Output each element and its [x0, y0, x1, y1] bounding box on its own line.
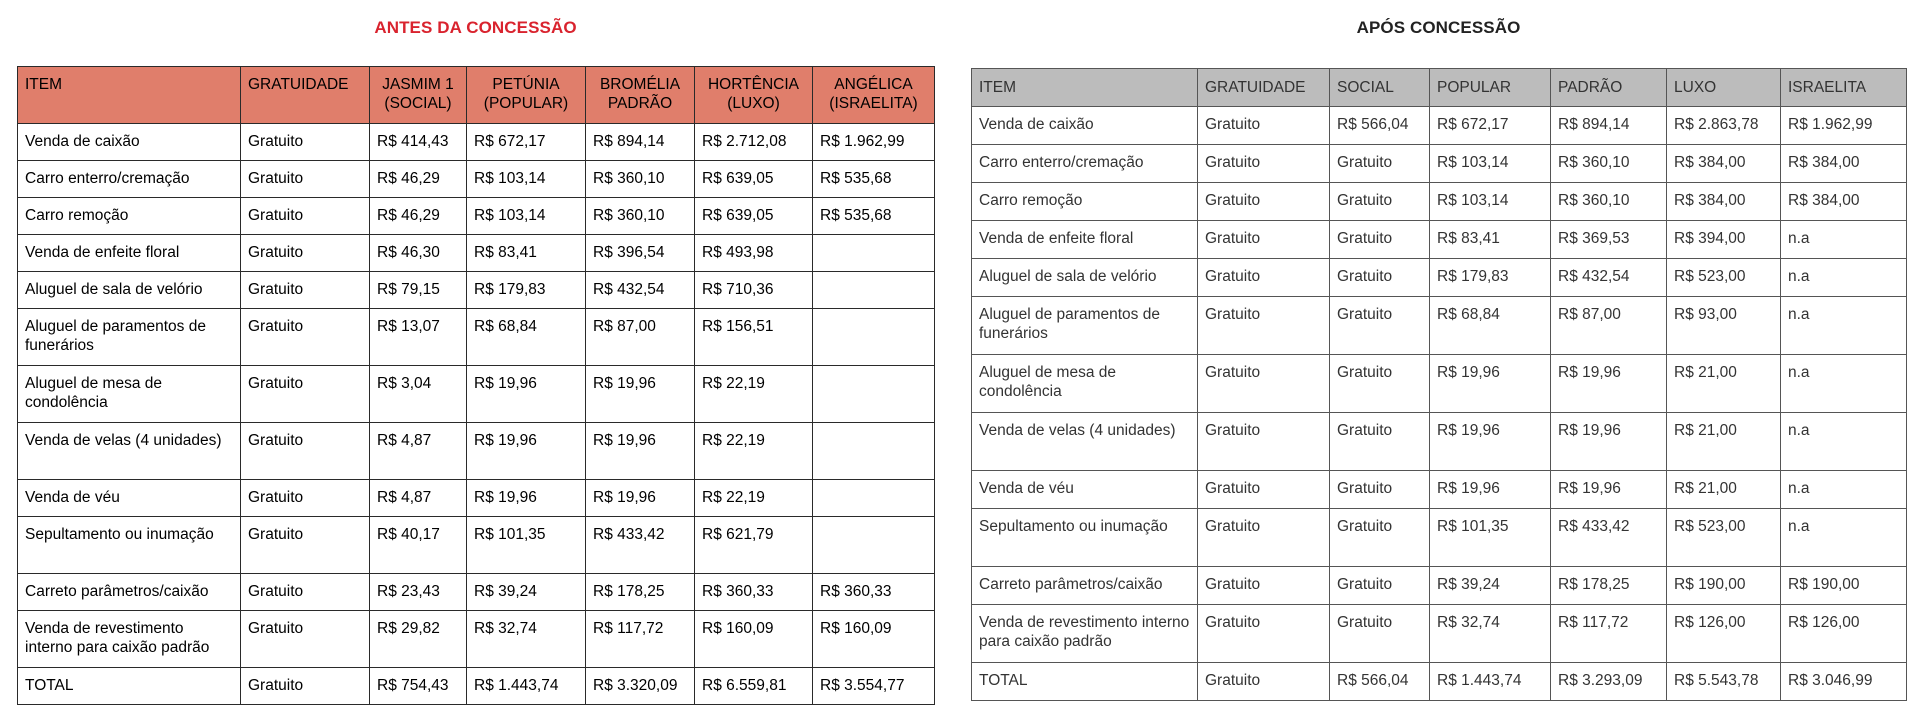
after-table-row	[972, 663, 1907, 701]
after-value-cell: n.a	[1781, 221, 1907, 259]
after-value-cell: R$ 566,04	[1330, 663, 1430, 701]
before-table-row	[18, 235, 935, 272]
after-value-cell: Gratuito	[1330, 471, 1430, 509]
before-value-cell: R$ 1.443,74	[467, 668, 586, 705]
before-value-cell: Gratuito	[241, 668, 370, 705]
after-value-cell: R$ 21,00	[1667, 413, 1781, 471]
after-value-cell: R$ 103,14	[1430, 145, 1551, 183]
after-table-row	[972, 413, 1907, 471]
before-value-cell	[813, 235, 935, 272]
before-value-cell: R$ 639,05	[695, 198, 813, 235]
after-value-cell: Gratuito	[1198, 509, 1330, 567]
before-value-cell: R$ 19,96	[586, 423, 695, 480]
before-value-cell: R$ 621,79	[695, 517, 813, 574]
before-item-cell: Venda de caixão	[18, 124, 241, 161]
after-value-cell: n.a	[1781, 259, 1907, 297]
before-value-cell: R$ 101,35	[467, 517, 586, 574]
after-value-cell: R$ 432,54	[1551, 259, 1667, 297]
before-value-cell: R$ 117,72	[586, 611, 695, 668]
after-value-cell: R$ 19,96	[1551, 413, 1667, 471]
before-value-cell: R$ 4,87	[370, 480, 467, 517]
before-item-cell: Venda de revestimento interno para caixão padrão	[18, 611, 241, 668]
before-column-header-line: (SOCIAL)	[384, 95, 452, 112]
before-column-header-line: (ISRAELITA)	[829, 95, 918, 112]
after-value-cell: R$ 19,96	[1551, 355, 1667, 413]
after-value-cell: R$ 2.863,78	[1667, 107, 1781, 145]
after-item-cell: Aluguel de paramentos de funerários	[972, 297, 1198, 355]
before-item-cell: TOTAL	[18, 668, 241, 705]
after-value-cell: R$ 360,10	[1551, 145, 1667, 183]
before-value-cell: R$ 32,74	[467, 611, 586, 668]
after-value-cell: R$ 894,14	[1551, 107, 1667, 145]
after-item-cell: Sepultamento ou inumação	[972, 509, 1198, 567]
before-value-cell: R$ 46,29	[370, 161, 467, 198]
after-value-cell: R$ 384,00	[1667, 183, 1781, 221]
after-column-header-line: GRATUIDADE	[1205, 79, 1306, 96]
before-value-cell: R$ 19,96	[467, 423, 586, 480]
after-value-cell: Gratuito	[1198, 107, 1330, 145]
after-value-cell: Gratuito	[1198, 471, 1330, 509]
after-value-cell: R$ 21,00	[1667, 355, 1781, 413]
before-value-cell: Gratuito	[241, 198, 370, 235]
after-column-header	[1551, 69, 1667, 107]
before-value-cell: R$ 68,84	[467, 309, 586, 366]
before-column-header-line: HORTÊNCIA	[707, 76, 799, 93]
after-value-cell: Gratuito	[1330, 145, 1430, 183]
before-table-row	[18, 272, 935, 309]
after-value-cell: R$ 384,00	[1781, 183, 1907, 221]
after-value-cell: R$ 3.046,99	[1781, 663, 1907, 701]
before-table-row	[18, 366, 935, 423]
before-value-cell: R$ 535,68	[813, 198, 935, 235]
before-column-header-line: ITEM	[25, 76, 63, 93]
after-value-cell: Gratuito	[1198, 259, 1330, 297]
after-column-header-line: SOCIAL	[1337, 79, 1394, 96]
before-table-row	[18, 668, 935, 705]
before-value-cell: R$ 493,98	[695, 235, 813, 272]
after-table-row	[972, 107, 1907, 145]
before-column-header-line: ANGÉLICA	[834, 76, 913, 93]
after-value-cell: Gratuito	[1330, 259, 1430, 297]
after-value-cell: R$ 19,96	[1430, 355, 1551, 413]
after-value-cell: R$ 672,17	[1430, 107, 1551, 145]
after-value-cell: R$ 126,00	[1667, 605, 1781, 663]
after-value-cell: R$ 117,72	[1551, 605, 1667, 663]
after-column-header-line: LUXO	[1674, 79, 1717, 96]
before-value-cell: R$ 396,54	[586, 235, 695, 272]
after-value-cell: Gratuito	[1198, 297, 1330, 355]
before-column-header	[241, 67, 370, 124]
after-value-cell: R$ 19,96	[1430, 471, 1551, 509]
before-value-cell: Gratuito	[241, 272, 370, 309]
before-value-cell: Gratuito	[241, 124, 370, 161]
after-item-cell: Aluguel de sala de velório	[972, 259, 1198, 297]
after-value-cell: R$ 1.962,99	[1781, 107, 1907, 145]
before-column-header-line: PADRÃO	[607, 95, 673, 112]
after-value-cell: Gratuito	[1198, 145, 1330, 183]
after-value-cell: R$ 83,41	[1430, 221, 1551, 259]
before-value-cell: R$ 87,00	[586, 309, 695, 366]
after-value-cell: R$ 1.443,74	[1430, 663, 1551, 701]
before-value-cell: R$ 672,17	[467, 124, 586, 161]
before-item-cell: Carreto parâmetros/caixão	[18, 574, 241, 611]
before-value-cell: R$ 414,43	[370, 124, 467, 161]
before-value-cell	[813, 423, 935, 480]
before-value-cell: R$ 710,36	[695, 272, 813, 309]
before-value-cell: R$ 3.554,77	[813, 668, 935, 705]
before-value-cell: Gratuito	[241, 366, 370, 423]
after-value-cell: R$ 566,04	[1330, 107, 1430, 145]
before-value-cell: R$ 13,07	[370, 309, 467, 366]
after-table-row	[972, 221, 1907, 259]
before-value-cell: R$ 22,19	[695, 480, 813, 517]
before-table-row	[18, 517, 935, 574]
after-item-cell: Venda de revestimento interno para caixão padrão	[972, 605, 1198, 663]
after-value-cell: R$ 179,83	[1430, 259, 1551, 297]
before-value-cell: R$ 19,96	[586, 480, 695, 517]
before-column-header-line: JASMIM 1	[382, 76, 454, 93]
after-item-cell: Carreto parâmetros/caixão	[972, 567, 1198, 605]
before-value-cell: R$ 639,05	[695, 161, 813, 198]
after-column-header	[1430, 69, 1551, 107]
after-value-cell: R$ 3.293,09	[1551, 663, 1667, 701]
before-value-cell	[813, 366, 935, 423]
before-item-cell: Aluguel de sala de velório	[18, 272, 241, 309]
after-value-cell: R$ 523,00	[1667, 259, 1781, 297]
before-value-cell: R$ 6.559,81	[695, 668, 813, 705]
after-column-header-line: ITEM	[979, 79, 1017, 96]
after-value-cell: Gratuito	[1198, 221, 1330, 259]
before-value-cell: R$ 29,82	[370, 611, 467, 668]
before-value-cell: R$ 156,51	[695, 309, 813, 366]
after-value-cell: R$ 178,25	[1551, 567, 1667, 605]
before-value-cell: R$ 360,10	[586, 161, 695, 198]
after-item-cell: Venda de enfeite floral	[972, 221, 1198, 259]
before-value-cell: R$ 433,42	[586, 517, 695, 574]
after-value-cell: Gratuito	[1330, 567, 1430, 605]
after-concession-title: APÓS CONCESSÃO	[1356, 18, 1521, 37]
before-column-header	[813, 67, 935, 124]
before-value-cell: R$ 83,41	[467, 235, 586, 272]
after-column-header	[1667, 69, 1781, 107]
before-column-header-line: (LUXO)	[727, 95, 780, 112]
after-column-header	[1330, 69, 1430, 107]
after-value-cell: Gratuito	[1330, 413, 1430, 471]
after-value-cell: R$ 19,96	[1430, 413, 1551, 471]
after-table-row	[972, 297, 1907, 355]
after-value-cell: R$ 394,00	[1667, 221, 1781, 259]
after-value-cell: Gratuito	[1198, 605, 1330, 663]
after-value-cell: Gratuito	[1330, 183, 1430, 221]
after-table-row	[972, 471, 1907, 509]
after-table-row	[972, 567, 1907, 605]
after-column-header-line: PADRÃO	[1558, 79, 1623, 96]
before-value-cell: R$ 79,15	[370, 272, 467, 309]
before-value-cell: R$ 22,19	[695, 423, 813, 480]
before-column-header-line: GRATUIDADE	[248, 76, 349, 93]
before-value-cell: R$ 160,09	[813, 611, 935, 668]
after-column-header	[972, 69, 1198, 107]
after-table-row	[972, 259, 1907, 297]
after-value-cell: Gratuito	[1198, 413, 1330, 471]
before-value-cell: R$ 535,68	[813, 161, 935, 198]
before-value-cell: Gratuito	[241, 574, 370, 611]
before-item-cell: Sepultamento ou inumação	[18, 517, 241, 574]
after-value-cell: R$ 39,24	[1430, 567, 1551, 605]
before-item-cell: Venda de enfeite floral	[18, 235, 241, 272]
before-value-cell: R$ 432,54	[586, 272, 695, 309]
before-column-header	[586, 67, 695, 124]
before-value-cell	[813, 309, 935, 366]
after-value-cell: R$ 103,14	[1430, 183, 1551, 221]
after-item-cell: Carro enterro/cremação	[972, 145, 1198, 183]
after-value-cell: R$ 87,00	[1551, 297, 1667, 355]
after-value-cell: Gratuito	[1330, 297, 1430, 355]
after-value-cell: R$ 384,00	[1781, 145, 1907, 183]
before-value-cell: R$ 46,29	[370, 198, 467, 235]
before-value-cell: R$ 360,10	[586, 198, 695, 235]
after-column-header	[1781, 69, 1907, 107]
before-concession-title: ANTES DA CONCESSÃO	[374, 18, 577, 37]
before-value-cell: R$ 894,14	[586, 124, 695, 161]
before-value-cell: R$ 3,04	[370, 366, 467, 423]
after-value-cell: n.a	[1781, 509, 1907, 567]
after-value-cell: R$ 523,00	[1667, 509, 1781, 567]
after-column-header-line: POPULAR	[1437, 79, 1512, 96]
after-value-cell: R$ 5.543,78	[1667, 663, 1781, 701]
after-table-row	[972, 183, 1907, 221]
before-table-row	[18, 574, 935, 611]
after-item-cell: Venda de véu	[972, 471, 1198, 509]
after-value-cell: R$ 369,53	[1551, 221, 1667, 259]
before-value-cell: Gratuito	[241, 517, 370, 574]
before-value-cell: R$ 360,33	[695, 574, 813, 611]
before-column-header-line: PETÚNIA	[492, 76, 560, 93]
before-table-row	[18, 309, 935, 366]
after-value-cell: Gratuito	[1198, 663, 1330, 701]
after-value-cell: R$ 32,74	[1430, 605, 1551, 663]
before-table-row	[18, 480, 935, 517]
after-value-cell: R$ 360,10	[1551, 183, 1667, 221]
after-table-row	[972, 145, 1907, 183]
after-value-cell: Gratuito	[1330, 355, 1430, 413]
before-value-cell: Gratuito	[241, 611, 370, 668]
before-value-cell: Gratuito	[241, 423, 370, 480]
after-item-cell: Carro remoção	[972, 183, 1198, 221]
before-value-cell: R$ 179,83	[467, 272, 586, 309]
before-column-header	[695, 67, 813, 124]
after-value-cell: R$ 21,00	[1667, 471, 1781, 509]
after-item-cell: Venda de caixão	[972, 107, 1198, 145]
before-item-cell: Aluguel de paramentos de funerários	[18, 309, 241, 366]
before-table-row	[18, 198, 935, 235]
after-value-cell: Gratuito	[1198, 355, 1330, 413]
before-item-cell: Aluguel de mesa de condolência	[18, 366, 241, 423]
before-item-cell: Carro enterro/cremação	[18, 161, 241, 198]
before-value-cell: R$ 19,96	[586, 366, 695, 423]
after-value-cell: R$ 19,96	[1551, 471, 1667, 509]
before-table-row	[18, 124, 935, 161]
before-value-cell: R$ 160,09	[695, 611, 813, 668]
after-value-cell: R$ 190,00	[1781, 567, 1907, 605]
before-column-header-line: BROMÉLIA	[599, 76, 681, 93]
before-value-cell: R$ 19,96	[467, 366, 586, 423]
before-value-cell: R$ 178,25	[586, 574, 695, 611]
before-header-row	[18, 67, 935, 124]
before-value-cell: R$ 754,43	[370, 668, 467, 705]
after-value-cell: n.a	[1781, 471, 1907, 509]
before-value-cell: Gratuito	[241, 309, 370, 366]
before-table-row	[18, 611, 935, 668]
after-value-cell: R$ 384,00	[1667, 145, 1781, 183]
before-value-cell: R$ 103,14	[467, 198, 586, 235]
before-value-cell: R$ 40,17	[370, 517, 467, 574]
after-value-cell: n.a	[1781, 355, 1907, 413]
after-value-cell: Gratuito	[1330, 605, 1430, 663]
after-table-row	[972, 509, 1907, 567]
after-table-row	[972, 355, 1907, 413]
before-value-cell: R$ 360,33	[813, 574, 935, 611]
before-item-cell: Venda de véu	[18, 480, 241, 517]
before-value-cell: R$ 46,30	[370, 235, 467, 272]
after-value-cell: R$ 126,00	[1781, 605, 1907, 663]
before-value-cell: R$ 23,43	[370, 574, 467, 611]
before-column-header	[467, 67, 586, 124]
before-value-cell: R$ 39,24	[467, 574, 586, 611]
after-item-cell: Aluguel de mesa de condolência	[972, 355, 1198, 413]
before-table-row	[18, 161, 935, 198]
after-value-cell: R$ 190,00	[1667, 567, 1781, 605]
before-value-cell: Gratuito	[241, 480, 370, 517]
before-item-cell: Venda de velas (4 unidades)	[18, 423, 241, 480]
after-item-cell: Venda de velas (4 unidades)	[972, 413, 1198, 471]
before-table-row	[18, 423, 935, 480]
before-value-cell: Gratuito	[241, 161, 370, 198]
after-value-cell: Gratuito	[1330, 509, 1430, 567]
before-value-cell: R$ 3.320,09	[586, 668, 695, 705]
after-value-cell: R$ 101,35	[1430, 509, 1551, 567]
after-header-row	[972, 69, 1907, 107]
before-concession-table	[17, 66, 935, 705]
after-item-cell: TOTAL	[972, 663, 1198, 701]
before-value-cell: R$ 1.962,99	[813, 124, 935, 161]
before-value-cell: Gratuito	[241, 235, 370, 272]
before-column-header-line: (POPULAR)	[483, 95, 569, 112]
before-value-cell: R$ 103,14	[467, 161, 586, 198]
after-value-cell: n.a	[1781, 413, 1907, 471]
before-value-cell	[813, 517, 935, 574]
before-value-cell	[813, 480, 935, 517]
after-column-header-line: ISRAELITA	[1788, 79, 1867, 96]
after-value-cell: Gratuito	[1330, 221, 1430, 259]
after-column-header	[1198, 69, 1330, 107]
before-value-cell	[813, 272, 935, 309]
before-value-cell: R$ 4,87	[370, 423, 467, 480]
before-column-header	[18, 67, 241, 124]
before-value-cell: R$ 22,19	[695, 366, 813, 423]
after-value-cell: R$ 433,42	[1551, 509, 1667, 567]
before-value-cell: R$ 19,96	[467, 480, 586, 517]
after-value-cell: R$ 68,84	[1430, 297, 1551, 355]
before-column-header	[370, 67, 467, 124]
before-item-cell: Carro remoção	[18, 198, 241, 235]
before-value-cell: R$ 2.712,08	[695, 124, 813, 161]
after-table-row	[972, 605, 1907, 663]
after-value-cell: Gratuito	[1198, 183, 1330, 221]
after-value-cell: R$ 93,00	[1667, 297, 1781, 355]
after-value-cell: Gratuito	[1198, 567, 1330, 605]
after-value-cell: n.a	[1781, 297, 1907, 355]
after-concession-table	[971, 68, 1907, 701]
